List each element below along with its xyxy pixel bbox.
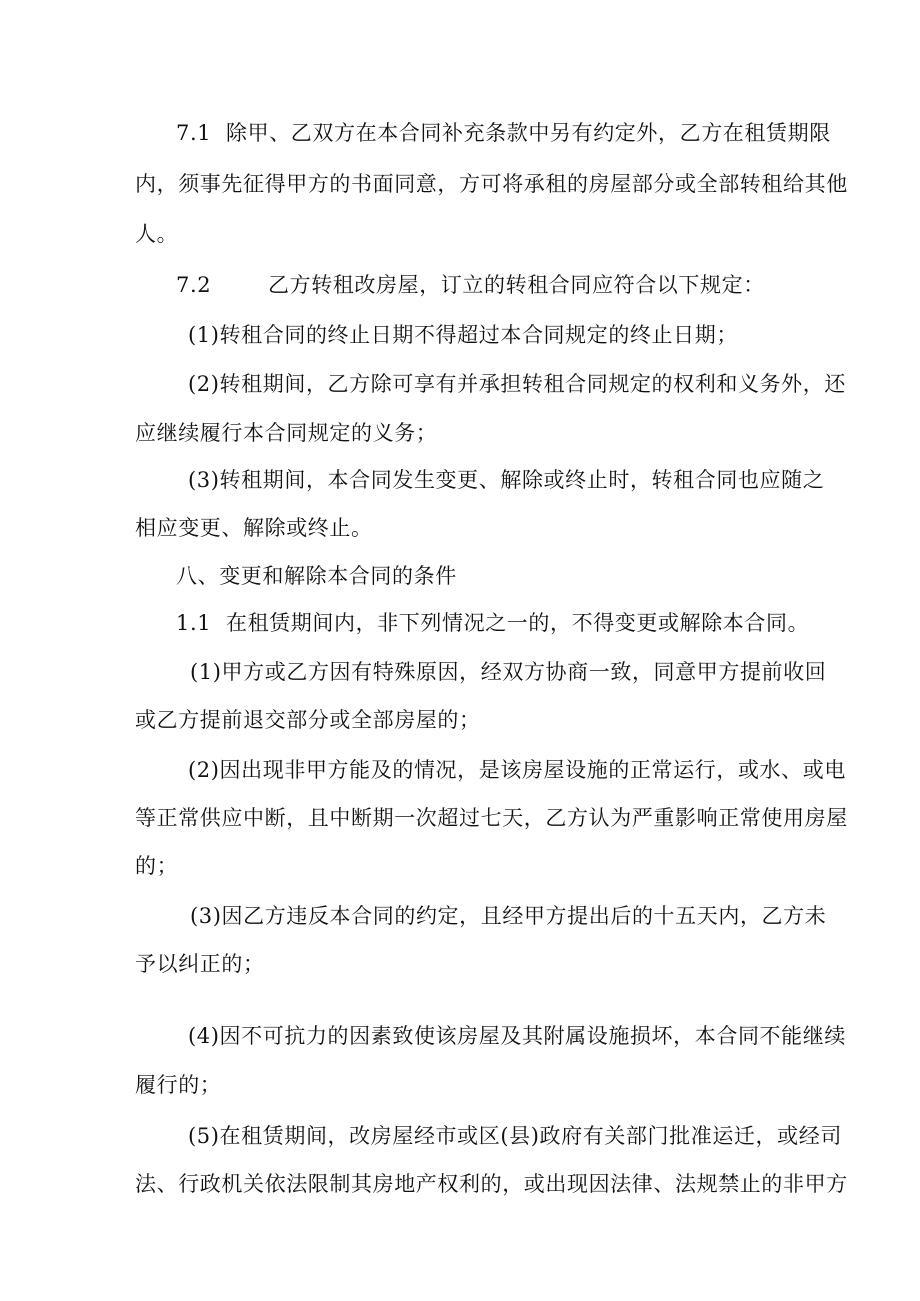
condition-2-line-3: 的； xyxy=(135,854,179,878)
condition-5-line-1: (5)在租赁期间，改房屋经市或区(县)政府有关部门批准运迁，或经司 xyxy=(188,1124,842,1148)
condition-5-line-2: 法、行政机关依法限制其房地产权利的，或出现因法律、法规禁止的非甲方 xyxy=(135,1172,848,1196)
clause-7-1-label: 7.1 xyxy=(176,121,212,145)
clause-7-2-text: 乙方转租改房屋，订立的转租合同应符合以下规定： xyxy=(268,273,765,297)
clause-7-1-line-3: 人。 xyxy=(135,222,179,246)
condition-1-line-2: 或乙方提前退交部分或全部房屋的； xyxy=(135,708,481,732)
condition-2-line-2: 等正常供应中断，且中断期一次超过七天，乙方认为严重影响正常使用房屋 xyxy=(135,806,848,830)
condition-1-line-1: (1)甲方或乙方因有特殊原因，经双方协商一致，同意甲方提前收回 xyxy=(190,660,827,684)
sub-clause-7-2-3-line-2: 相应变更、解除或终止。 xyxy=(135,516,373,540)
sub-clause-7-2-2-line-1: (2)转租期间，乙方除可享有并承担转租合同规定的权利和义务外，还 xyxy=(188,372,846,396)
clause-7-2-label: 7.2 xyxy=(176,273,212,297)
clause-1-1 xyxy=(176,609,809,637)
section-8-heading: 八、变更和解除本合同的条件 xyxy=(176,564,457,588)
clause-1-1-text: 在租赁期间内，非下列情况之一的，不得变更或解除本合同。 xyxy=(226,611,810,635)
condition-3-line-2: 予以纠正的； xyxy=(135,952,265,976)
clause-7-1-line-1 xyxy=(176,119,831,147)
sub-clause-7-2-3-line-1: (3)转租期间，本合同发生变更、解除或终止时，转租合同也应随之 xyxy=(188,468,825,492)
sub-clause-7-2-2-line-2: 应继续履行本合同规定的义务； xyxy=(135,421,438,445)
clause-1-1-label: 1.1 xyxy=(176,611,212,635)
clause-7-2 xyxy=(176,271,765,299)
condition-4-line-1: (4)因不可抗力的因素致使该房屋及其附属设施损坏，本合同不能继续 xyxy=(188,1024,846,1048)
clause-7-1-text: 除甲、乙双方在本合同补充条款中另有约定外，乙方在租赁期限 xyxy=(226,121,831,145)
condition-2-line-1: (2)因出现非甲方能及的情况，是该房屋设施的正常运行，或水、或电 xyxy=(188,758,846,782)
condition-4-line-2: 履行的； xyxy=(135,1073,222,1097)
sub-clause-7-2-1: (1)转租合同的终止日期不得超过本合同规定的终止日期； xyxy=(188,323,738,347)
condition-3-line-1: (3)因乙方违反本合同的约定，且经甲方提出后的十五天内，乙方未 xyxy=(190,904,827,928)
clause-7-1-line-2: 内，须事先征得甲方的书面同意，方可将承租的房屋部分或全部转租给其他 xyxy=(135,172,848,196)
